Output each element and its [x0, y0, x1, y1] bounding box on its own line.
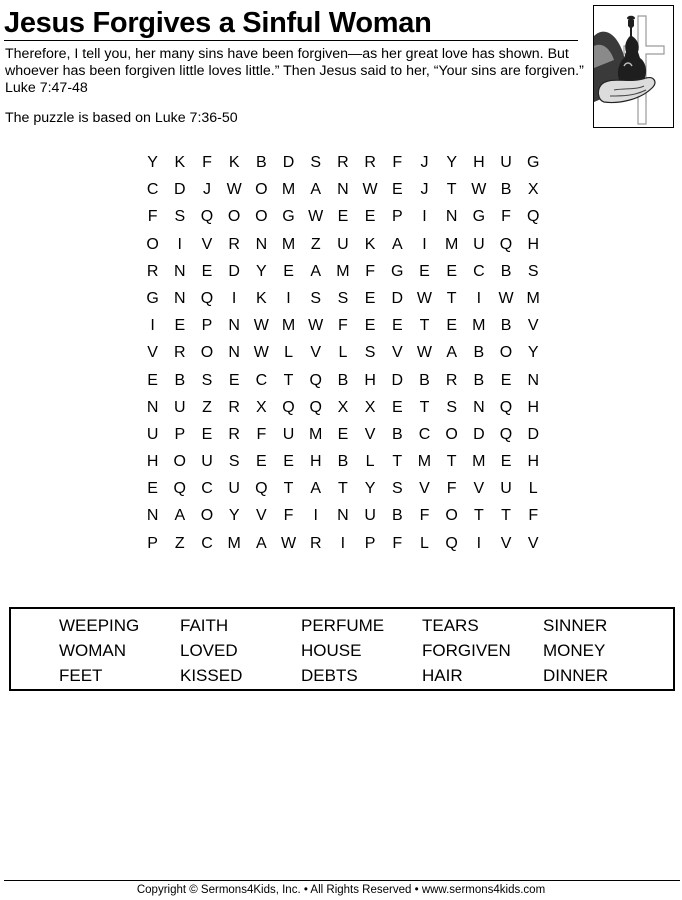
grid-letter: G [391, 262, 404, 280]
grid-letter: Q [200, 208, 214, 226]
grid-letter: U [282, 425, 295, 443]
grid-letter: E [337, 208, 349, 226]
grid-letter: R [228, 425, 240, 443]
grid-letter: V [419, 480, 430, 498]
grid-letter: O [445, 425, 458, 443]
grid-letter: W [226, 181, 242, 199]
grid-letter: W [471, 181, 487, 199]
grid-letter: A [310, 181, 322, 199]
grid-letter: W [416, 289, 433, 307]
grid-letter: E [391, 181, 403, 199]
grid-letter: Q [499, 235, 513, 253]
grid-letter: T [419, 317, 430, 335]
grid-letter: I [313, 507, 318, 525]
grid-letter: Q [526, 208, 540, 226]
grid-letter: H [527, 398, 539, 416]
word-bank-item: DINNER [543, 666, 609, 685]
grid-letter: E [147, 480, 158, 498]
grid-letter: E [391, 317, 403, 335]
grid-letter: P [174, 425, 186, 443]
grid-letter: N [527, 371, 539, 389]
grid-letter: S [310, 289, 322, 307]
grid-letter: V [310, 344, 322, 362]
grid-letter: T [419, 398, 430, 416]
grid-letter: R [174, 344, 186, 362]
grid-letter: U [146, 425, 159, 443]
grid-letter: M [336, 262, 350, 280]
grid-letter: N [228, 344, 240, 362]
grid-letter: D [174, 181, 186, 199]
grid-letter: R [364, 154, 376, 171]
grid-letter: W [253, 344, 269, 362]
grid-letter: X [527, 181, 539, 199]
grid-letter: I [231, 289, 237, 307]
word-bank-item: SINNER [543, 616, 608, 635]
grid-letter: V [256, 507, 267, 525]
grid-letter: N [146, 507, 159, 525]
bible-verse: Therefore, I tell you, her many sins have been forgiven—as her great love has shown. But whoever has been forgiven little loves little.” Then Jesus said to her, “Your sins are forgiven.” Luke 7:47-48 [5, 46, 584, 96]
grid-letter: R [228, 235, 240, 253]
grid-letter: O [255, 181, 268, 199]
grid-letter: Q [309, 371, 322, 389]
grid-letter: G [282, 208, 295, 226]
grid-letter: H [309, 453, 322, 471]
grid-letter: B [500, 181, 512, 199]
grid-letter: F [338, 317, 348, 335]
grid-letter: Z [202, 398, 212, 416]
grid-letter: U [473, 235, 485, 253]
grid-letter: I [422, 235, 427, 253]
grid-letter: J [202, 181, 211, 199]
grid-letter: D [228, 262, 240, 280]
grid-letter: G [146, 289, 159, 307]
grid-letter: K [228, 154, 240, 171]
grid-letter: E [283, 262, 294, 280]
grid-letter: I [422, 208, 427, 226]
grid-letter: O [255, 208, 268, 226]
grid-letter: N [174, 289, 186, 307]
grid-letter: B [337, 453, 349, 471]
grid-letter: T [283, 371, 294, 389]
grid-letter: Z [174, 534, 185, 552]
grid-letter: L [528, 480, 538, 498]
grid-letter: O [146, 235, 159, 253]
word-bank [9, 607, 675, 691]
grid-letter: F [283, 507, 294, 525]
grid-letter: E [228, 371, 240, 389]
grid-letter: S [228, 453, 240, 471]
grid-letter: Y [256, 262, 267, 280]
grid-letter: E [391, 398, 403, 416]
grid-letter: T [446, 453, 457, 471]
word-bank-item: DEBTS [301, 666, 358, 685]
grid-letter: L [420, 534, 429, 552]
grid-letter: M [309, 425, 323, 443]
grid-letter: P [391, 208, 403, 226]
grid-letter: T [501, 507, 511, 525]
grid-letter: S [527, 262, 539, 280]
grid-letter: P [201, 317, 213, 335]
grid-letter: J [420, 181, 429, 199]
grid-letter: G [526, 154, 540, 171]
grid-letter: S [174, 208, 186, 226]
grid-letter: Q [499, 425, 513, 443]
grid-letter: F [202, 154, 212, 171]
grid-letter: A [174, 507, 186, 525]
grid-letter: C [201, 480, 213, 498]
grid-letter: F [446, 480, 457, 498]
grid-letter: U [201, 453, 213, 471]
grid-letter: N [337, 181, 349, 199]
grid-letter: I [150, 317, 155, 335]
grid-letter: S [391, 480, 403, 498]
grid-letter: W [416, 344, 433, 362]
word-bank-item: FAITH [180, 616, 229, 635]
grid-letter: Q [445, 534, 458, 552]
grid-letter: V [147, 344, 158, 362]
grid-letter: V [527, 534, 539, 552]
grid-letter: H [146, 453, 159, 471]
grid-letter: U [500, 154, 512, 171]
grid-letter: T [392, 453, 403, 471]
grid-letter: P [364, 534, 376, 552]
grid-letter: E [201, 262, 213, 280]
grid-letter: E [364, 208, 376, 226]
grid-letter: F [528, 507, 539, 525]
grid-letter: E [446, 262, 457, 280]
grid-letter: E [446, 317, 457, 335]
grid-letter: N [337, 507, 349, 525]
grid-letter: N [174, 262, 186, 280]
grid-letter: E [364, 289, 376, 307]
grid-letter: D [282, 154, 295, 171]
grid-letter: R [146, 262, 159, 280]
grid-letter: B [500, 262, 512, 280]
grid-letter: Y [228, 507, 240, 525]
word-search-grid [139, 149, 547, 557]
grid-letter: M [227, 534, 241, 552]
grid-letter: T [338, 480, 348, 498]
grid-letter: M [281, 317, 296, 335]
grid-letter: E [201, 425, 213, 443]
grid-letter: Z [310, 235, 321, 253]
grid-letter: U [500, 480, 512, 498]
grid-letter: C [255, 371, 268, 389]
grid-letter: A [446, 344, 457, 362]
grid-letter: I [340, 534, 346, 552]
grid-letter: H [527, 453, 539, 471]
grid-letter: S [310, 154, 322, 171]
grid-letter: M [472, 317, 486, 335]
grid-letter: T [446, 181, 457, 199]
grid-letter: I [286, 289, 291, 307]
grid-letter: I [177, 235, 182, 253]
grid-letter: K [174, 154, 186, 171]
grid-letter: V [201, 235, 213, 253]
grid-letter: E [500, 453, 512, 471]
page-title: Jesus Forgives a Sinful Woman [4, 7, 432, 39]
grid-letter: S [337, 289, 349, 307]
grid-letter: Q [282, 398, 295, 416]
grid-letter: B [419, 371, 430, 389]
grid-letter: B [500, 317, 512, 335]
grid-letter: H [364, 371, 376, 389]
grid-letter: M [281, 235, 296, 253]
word-bank-item: LOVED [180, 641, 238, 660]
grid-letter: N [146, 398, 159, 416]
grid-letter: E [500, 371, 512, 389]
grid-letter: S [446, 398, 457, 416]
perfume-jar-icon [594, 6, 673, 127]
word-bank-item: KISSED [180, 666, 243, 685]
grid-letter: C [473, 262, 485, 280]
grid-letter: M [526, 289, 540, 307]
grid-letter: J [420, 154, 429, 171]
grid-letter: G [472, 208, 486, 226]
grid-letter: D [391, 371, 404, 389]
grid-letter: O [499, 344, 513, 362]
grid-letter: W [308, 317, 324, 335]
footer-divider [4, 880, 680, 881]
grid-letter: N [228, 317, 240, 335]
grid-letter: S [201, 371, 213, 389]
word-bank-item: FEET [59, 666, 103, 685]
grid-letter: N [255, 235, 268, 253]
grid-letter: F [419, 507, 430, 525]
word-bank-item: TEARS [422, 616, 479, 635]
grid-letter: W [280, 534, 297, 552]
grid-letter: F [256, 425, 267, 443]
grid-letter: U [228, 480, 240, 498]
grid-letter: F [392, 534, 403, 552]
grid-letter: P [147, 534, 158, 552]
grid-letter: E [174, 317, 186, 335]
grid-letter: O [200, 507, 214, 525]
grid-letter: M [444, 235, 459, 253]
grid-letter: T [283, 480, 294, 498]
grid-letter: X [337, 398, 349, 416]
grid-letter: Y [446, 154, 457, 171]
grid-letter: D [391, 289, 404, 307]
grid-letter: L [284, 344, 293, 362]
grid-letter: B [473, 371, 485, 389]
grid-letter: V [527, 317, 539, 335]
grid-letter: O [445, 507, 458, 525]
grid-letter: N [445, 208, 458, 226]
word-bank-item: HAIR [422, 666, 463, 685]
grid-letter: O [227, 208, 241, 226]
grid-letter: E [147, 371, 158, 389]
grid-letter: S [364, 344, 376, 362]
grid-letter: B [391, 507, 403, 525]
grid-letter: E [364, 317, 376, 335]
grid-letter: A [310, 480, 322, 498]
grid-letter: M [417, 453, 432, 471]
grid-letter: E [283, 453, 294, 471]
puzzle-basis-note: The puzzle is based on Luke 7:36-50 [5, 110, 238, 126]
grid-letter: B [473, 344, 485, 362]
word-bank-item: HOUSE [301, 641, 362, 660]
grid-letter: C [418, 425, 431, 443]
grid-letter: Q [255, 480, 268, 498]
grid-letter: B [337, 371, 349, 389]
grid-letter: Q [499, 398, 513, 416]
grid-letter: E [337, 425, 349, 443]
grid-letter: T [473, 507, 484, 525]
grid-letter: M [281, 181, 296, 199]
word-bank-item: WOMAN [59, 641, 127, 660]
grid-letter: E [419, 262, 430, 280]
grid-letter: A [310, 262, 322, 280]
grid-letter: Y [147, 154, 158, 171]
grid-letter: C [146, 181, 159, 199]
grid-letter: Q [309, 398, 322, 416]
grid-letter: W [498, 289, 514, 307]
grid-letter: U [174, 398, 186, 416]
grid-letter: D [473, 425, 485, 443]
grid-letter: V [500, 534, 512, 552]
grid-letter: Q [173, 480, 186, 498]
grid-letter: I [476, 534, 482, 552]
grid-letter: B [256, 154, 267, 171]
grid-letter: A [391, 235, 403, 253]
grid-letter: U [364, 507, 376, 525]
grid-letter: Y [364, 480, 376, 498]
grid-letter: W [362, 181, 378, 199]
grid-letter: F [392, 154, 403, 171]
grid-letter: I [476, 289, 482, 307]
grid-letter: W [308, 208, 324, 226]
grid-letter: H [527, 235, 539, 253]
grid-letter: F [147, 208, 158, 226]
grid-letter: T [446, 289, 457, 307]
copyright-footer: Copyright © Sermons4Kids, Inc. • All Rights Reserved • www.sermons4kids.com [136, 884, 546, 896]
grid-letter: L [365, 453, 375, 471]
grid-letter: N [473, 398, 485, 416]
grid-letter: W [253, 317, 269, 335]
grid-letter: D [527, 425, 539, 443]
grid-letter: R [228, 398, 240, 416]
grid-letter: V [473, 480, 485, 498]
grid-letter: U [337, 235, 349, 253]
grid-letter: B [391, 425, 403, 443]
word-bank-item: MONEY [543, 641, 606, 660]
grid-letter: F [501, 208, 511, 226]
illustration-frame [593, 5, 674, 128]
grid-letter: C [201, 534, 213, 552]
grid-letter: K [364, 235, 376, 253]
grid-letter: R [337, 154, 349, 171]
grid-letter: X [364, 398, 376, 416]
grid-letter: V [391, 344, 403, 362]
word-bank-item: WEEPING [59, 616, 140, 635]
grid-letter: B [174, 371, 186, 389]
grid-letter: L [338, 344, 348, 362]
grid-letter: M [472, 453, 486, 471]
grid-letter: O [200, 344, 214, 362]
title-divider [4, 40, 578, 41]
grid-letter: R [445, 371, 458, 389]
grid-letter: R [309, 534, 322, 552]
grid-letter: O [173, 453, 186, 471]
grid-letter: E [256, 453, 267, 471]
grid-letter: H [473, 154, 485, 171]
grid-letter: V [364, 425, 376, 443]
grid-letter: Y [527, 344, 539, 362]
grid-letter: X [256, 398, 267, 416]
grid-letter: A [256, 534, 267, 552]
grid-letter: F [365, 262, 375, 280]
grid-letter: Q [200, 289, 214, 307]
word-bank-item: FORGIVEN [422, 641, 511, 660]
word-bank-item: PERFUME [301, 616, 385, 635]
grid-letter: K [256, 289, 267, 307]
